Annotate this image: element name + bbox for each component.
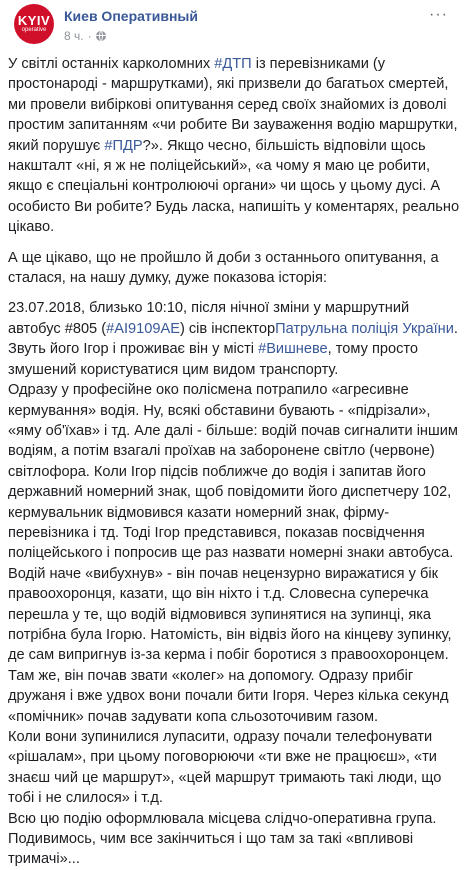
post-paragraph-5: [8, 727, 460, 809]
meta-separator: ·: [87, 29, 92, 43]
post-text: Коли вони зупинилися лупасити, одразу почали телефонувати «рішалам», при цьому поговорюючи «ти вже не працюєш», «ти знаєш чий це маршрут», «цей маршрут тримають такі люди, що тобі і не слилося» і т.д.: [8, 729, 442, 807]
post-meta: [64, 29, 106, 43]
post-paragraph-2: [8, 248, 460, 289]
post-text: із перевізниками (у простонароді - маршрутками), які призвели до багатьох смертей, ми провели вибіркові опитування серед своїх знайомих із доволі простим запитанням «чи робите Ви зауваження водію маршрутки, який порушує: [8, 56, 458, 154]
page-name-link[interactable]: Киев Оперативный: [64, 8, 198, 24]
hashtag-link[interactable]: #ДТП: [214, 56, 252, 72]
post-text: Всю цю подію оформлювала місцева слідчо-оперативна група. Подивимось, чим все закінчиться і що там за такі «впливові тримачі»...: [8, 810, 437, 868]
post-text: 23.07.2018, близько 10:10, після нічної зміни у маршрутний автобус #805 (: [8, 300, 410, 337]
post-paragraph-4: [8, 380, 460, 727]
post-text: А ще цікаво, що не пройшло й доби з останнього опитування, а сталася, на нашу думку, дуже показова історія:: [8, 249, 439, 287]
hashtag-link[interactable]: #АІ9109АЕ: [106, 320, 180, 337]
avatar-logo-subtext: operative: [21, 27, 47, 33]
post-text: ?». Якщо чесно, більшість відповіли щось накшталт «ні, я ж не поліцейський», «а чому я маю це робити, якщо є спеціальні контролюючі органи» чи щось у цьому дусі. А особисто Ви робите? Будь ласка, напишіть у коментарях, реально цікаво.: [8, 137, 460, 236]
avatar-logo-text: KYIV: [17, 13, 51, 28]
hashtag-link[interactable]: #Вишневе: [258, 341, 328, 358]
post-paragraph-1: [8, 54, 460, 238]
post-header: [8, 0, 458, 50]
page-mention-link[interactable]: Патрульна поліція України: [275, 320, 454, 337]
post-timestamp[interactable]: 8 ч.: [64, 29, 84, 43]
post-paragraph-3: [8, 298, 460, 380]
post-text: . Звуть його Ігор і проживає він у місті: [8, 320, 458, 358]
post-paragraph-6: [8, 809, 460, 870]
hashtag-link[interactable]: #ПДР: [104, 137, 143, 154]
post-text: Одразу у професійне око полісмена потрапило «агресивне кермування» водія. Ну, всякі обставини бувають - «підрізали», «яму об'їхав» і тд. Але далі - більше: водій почав сигналити іншим водіям, а потім взагалі проїхав на забороненe світло (червоне) світлофора. Коли Ігор підсів поближче до водія і запитав його державний номерний знак, щоб повідомити його диспетчеру 102, кермувальник відмовився казати номерний знак, фірму-перевізника і тд. Тоді Ігор представився, показав посвідчення поліцейського і попросив ще раз назвати номерні знаки автобуса. Водій наче «вибухнув» - він почав нецензурно виражатися у бік правоохоронця, казати, що він ніхто і т.д. Словесна суперечка перешла у те, що водій відмовився зупинятися на зупинці, яка потрібна була Ігорю. Натомість, він відвіз його на кінцеву зупинку, де сам випригнув із-за керма і побіг боротися з правоохоронцем. Там же, він почав звати «колег» на допомогу. Одразу прибіг дружаня і вже удвох вони почали бити Ігоря. Через кілька секунд «помічник» почав задувати копа сльозоточивим газом.: [8, 382, 458, 725]
more-options-icon[interactable]: ···: [429, 6, 448, 23]
globe-icon[interactable]: [96, 31, 106, 41]
avatar[interactable]: [14, 4, 54, 44]
post-text: ) сів інспектор: [179, 320, 276, 337]
post-text: , тому просто змушений користуватися цим видом транспорту.: [8, 341, 419, 378]
post-text: У світлі останніх карколомних: [8, 56, 215, 72]
post-body: [8, 54, 460, 870]
